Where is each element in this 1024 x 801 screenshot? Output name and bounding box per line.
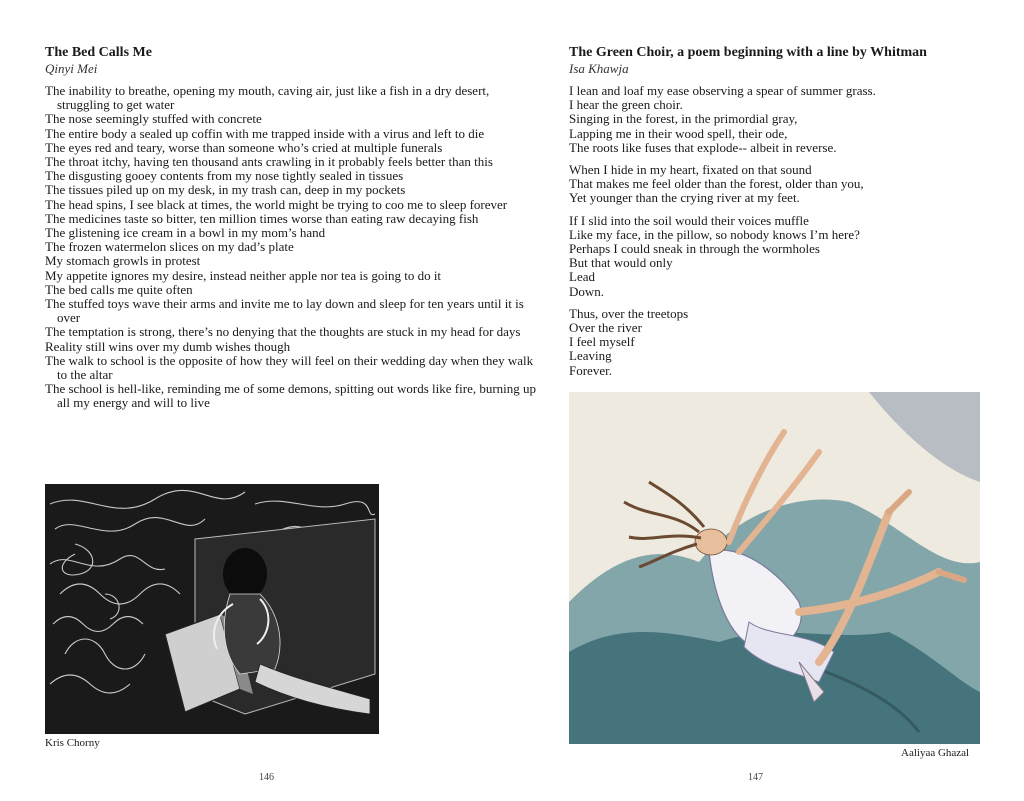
- poem-line: Like my face, in the pillow, so nobody knows I’m here?: [569, 226, 860, 242]
- page-number: 146: [259, 772, 274, 783]
- poem-line: My appetite ignores my desire, instead neither apple nor tea is going to do it: [45, 267, 442, 283]
- poem-stanza: [569, 307, 989, 378]
- poem-line: The throat itchy, having ten thousand ants crawling in it probably feels better than this: [45, 154, 493, 170]
- poem-line: Leaving: [569, 348, 612, 364]
- poem-line: Singing in the forest, in the primordial gray,: [569, 111, 798, 127]
- poem-line: Reality still wins over my dumb wishes though: [45, 338, 291, 354]
- poem-stanza: [569, 214, 989, 299]
- poem-line: The stuffed toys wave their arms and invite me to lay down and sleep for ten years until it is over: [45, 296, 524, 326]
- poem-line: The nose seemingly stuffed with concrete: [45, 111, 262, 127]
- poem-line: Forever.: [569, 362, 612, 378]
- poem-stanza: [569, 84, 989, 155]
- poem-line: The frozen watermelon slices on my dad’s plate: [45, 239, 294, 255]
- poem-line: The disgusting gooey contents from my nose tightly sealed in tissues: [45, 168, 404, 184]
- poem-stanza: [569, 163, 989, 206]
- poem-line: The head spins, I see black at times, the world might be trying to coo me to sleep forever: [45, 196, 508, 212]
- poem-line: My stomach growls in protest: [45, 253, 201, 269]
- poem-line: The school is hell-like, reminding me of some demons, spitting out words like fire, burning up all my energy and will to live: [45, 381, 537, 411]
- ink-drawing-svg: [45, 484, 379, 734]
- poem-body: [569, 84, 989, 386]
- poem-line: If I slid into the soil would their voices muffle: [569, 212, 809, 228]
- ink-drawing-artwork: [45, 484, 379, 734]
- poem-title: The Bed Calls Me: [45, 45, 152, 60]
- watercolor-artwork: [569, 392, 980, 744]
- poem-line: The bed calls me quite often: [45, 281, 193, 297]
- poem-line: Yet younger than the crying river at my feet.: [569, 190, 800, 206]
- poem-line: The temptation is strong, there’s no denying that the thoughts are stuck in my head for days: [45, 324, 521, 340]
- poem-line: Over the river: [569, 320, 642, 336]
- right-page: [512, 0, 1024, 801]
- artwork-caption: Aaliyaa Ghazal: [901, 747, 970, 759]
- poem-line: The roots like fuses that explode-- albeit in reverse.: [569, 139, 837, 155]
- poem-line: I lean and loaf my ease observing a spear of summer grass.: [569, 83, 876, 98]
- page-number: 147: [748, 772, 763, 783]
- poem-line: That makes me feel older than the forest, older than you,: [569, 176, 864, 192]
- poem-line: The walk to school is the opposite of how they will feel on their wedding day when they walk to the altar: [45, 352, 534, 383]
- poem-line: Perhaps I could sneak in through the wormholes: [569, 241, 820, 257]
- poem-line: The inability to breathe, opening my mouth, caving air, just like a fish in a dry desert, struggling to get water: [45, 83, 490, 113]
- poem-line: The eyes red and teary, worse than someone who’s cried at multiple funerals: [45, 139, 443, 155]
- poem-title: The Green Choir, a poem beginning with a line by Whitman: [569, 45, 927, 60]
- poem-line: The tissues piled up on my desk, in my trash can, deep in my pockets: [45, 182, 406, 198]
- poem-line: Thus, over the treetops: [569, 305, 689, 321]
- poem-line: The glistening ice cream in a bowl in my mom’s hand: [45, 225, 326, 241]
- watercolor-svg: [569, 392, 980, 744]
- poem-line: Lead: [569, 269, 595, 285]
- poem-line: Lapping me in their wood spell, their ode,: [569, 125, 788, 141]
- poem-line: But that would only: [569, 255, 673, 271]
- poem-body: [45, 84, 543, 411]
- poem-line: Down.: [569, 283, 605, 299]
- poem-line: The entire body a sealed up coffin with me trapped inside with a virus and left to die: [45, 125, 485, 141]
- poem-line: When I hide in my heart, fixated on that sound: [569, 162, 812, 178]
- poem-line: I hear the green choir.: [569, 97, 683, 113]
- artwork-caption: Kris Chorny: [45, 737, 100, 749]
- poem-author: Qinyi Mei: [45, 61, 98, 76]
- poem-line: The medicines taste so bitter, ten million times worse than eating raw decaying fish: [45, 210, 479, 226]
- poem-line: I feel myself: [569, 334, 635, 350]
- poem-author: Isa Khawja: [569, 61, 629, 76]
